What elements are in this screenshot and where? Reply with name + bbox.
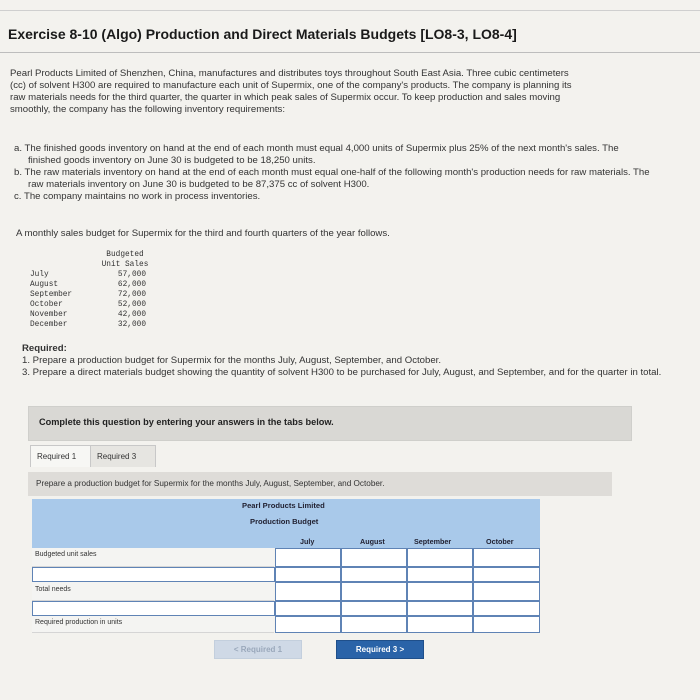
required-item-1: 1. Prepare a production budget for Supermix for the months July, August, September, and October.	[22, 355, 441, 366]
row-budgeted-unit-sales: Budgeted unit sales	[35, 551, 97, 558]
required-section	[22, 343, 662, 379]
total-needs-august-input[interactable]	[341, 582, 407, 601]
required-item-3: 3. Prepare a direct materials budget showing the quantity of solvent H300 to be purchased for July, August, and September, and for the quarter in total.	[22, 367, 662, 378]
column-september: September	[414, 537, 452, 546]
budgeted-sales-august-input[interactable]	[341, 548, 407, 567]
budget-header	[32, 499, 540, 548]
intro-paragraph	[10, 68, 650, 116]
budgeted-sales-september-input[interactable]	[407, 548, 473, 567]
row-4-august-input[interactable]	[341, 601, 407, 616]
sales-month: November	[30, 311, 68, 319]
budgeted-sales-october-input[interactable]	[473, 548, 540, 567]
sales-value: 32,000	[117, 321, 146, 329]
instruction-text: Complete this question by entering your answers in the tabs below.	[39, 417, 334, 427]
row-2-august-input[interactable]	[341, 567, 407, 582]
row-2-label-input[interactable]	[32, 567, 275, 582]
row-2-october-input[interactable]	[473, 567, 540, 582]
budget-title: Production Budget	[250, 517, 319, 526]
row-4-label-input[interactable]	[32, 601, 275, 616]
sales-value: 57,000	[117, 271, 146, 279]
requirement-c: c. The company maintains no work in process inventories.	[14, 191, 261, 202]
intro-line: smoothly, the company has the following inventory requirements:	[10, 104, 285, 115]
inventory-requirements	[14, 143, 654, 203]
budgeted-sales-july-input[interactable]	[275, 548, 341, 567]
sales-header-line2: Unit Sales	[101, 261, 149, 269]
intro-line: (cc) of solvent H300 are required to manufacture each unit of Supermix, one of the company's products. The company is planning its	[10, 80, 572, 91]
top-divider	[0, 10, 700, 11]
sales-month: July	[30, 271, 49, 279]
sales-value: 62,000	[117, 281, 146, 289]
total-needs-september-input[interactable]	[407, 582, 473, 601]
total-needs-july-input[interactable]	[275, 582, 341, 601]
sales-value: 72,000	[117, 291, 146, 299]
sales-month: September	[30, 291, 73, 299]
intro-line: raw materials needs for the third quarter, the quarter in which peak sales of Supermix occur. To keep production and sales moving	[10, 92, 561, 103]
tab-required-3[interactable]: Required 3	[90, 445, 156, 467]
column-july: July	[300, 537, 315, 546]
sales-header-line1: Budgeted	[106, 251, 144, 259]
next-required-3-button[interactable]: Required 3 >	[336, 640, 424, 659]
column-october: October	[486, 537, 514, 546]
sales-month: October	[30, 301, 63, 309]
row-4-september-input[interactable]	[407, 601, 473, 616]
intro-line: Pearl Products Limited of Shenzhen, China, manufactures and distributes toys throughout South East Asia. Three cubic centimeters	[10, 68, 569, 79]
tab-required-1[interactable]: Required 1	[30, 445, 96, 467]
row-2-july-input[interactable]	[275, 567, 341, 582]
sales-month: August	[30, 281, 59, 289]
required-production-july-input[interactable]	[275, 616, 341, 633]
sales-value: 52,000	[117, 301, 146, 309]
required-production-september-input[interactable]	[407, 616, 473, 633]
page-title: Exercise 8-10 (Algo) Production and Direct Materials Budgets [LO8-3, LO8-4]	[8, 26, 517, 42]
row-required-production: Required production in units	[35, 619, 123, 626]
row-4-october-input[interactable]	[473, 601, 540, 616]
sales-value: 42,000	[117, 311, 146, 319]
column-august: August	[360, 537, 385, 546]
required-production-october-input[interactable]	[473, 616, 540, 633]
prompt-bar	[28, 472, 612, 496]
company-name: Pearl Products Limited	[242, 501, 325, 510]
title-divider	[0, 52, 700, 53]
row-4-july-input[interactable]	[275, 601, 341, 616]
prompt-text: Prepare a production budget for Supermix for the months July, August, September, and October.	[36, 479, 385, 488]
instruction-bar	[28, 406, 632, 441]
required-production-august-input[interactable]	[341, 616, 407, 633]
production-budget-form	[32, 499, 540, 631]
sales-month: December	[30, 321, 68, 329]
total-needs-october-input[interactable]	[473, 582, 540, 601]
required-label: Required:	[22, 343, 67, 354]
requirement-a: a. The finished goods inventory on hand at the end of each month must equal 4,000 units of Supermix plus 25% of the next month's sales. The finished goods inventory on June 30 is budgeted to be 18,250 units.	[14, 143, 619, 166]
sales-intro: A monthly sales budget for Supermix for the third and fourth quarters of the year follows.	[16, 228, 390, 239]
row-total-needs: Total needs	[35, 586, 71, 593]
row-2-september-input[interactable]	[407, 567, 473, 582]
requirement-b: b. The raw materials inventory on hand at the end of each month must equal one-half of the following month's production needs for raw materials. The raw materials inventory on June 30 is budgeted to be 87,375 cc of solvent H300.	[14, 167, 650, 190]
prev-required-1-button[interactable]: < Required 1	[214, 640, 302, 659]
